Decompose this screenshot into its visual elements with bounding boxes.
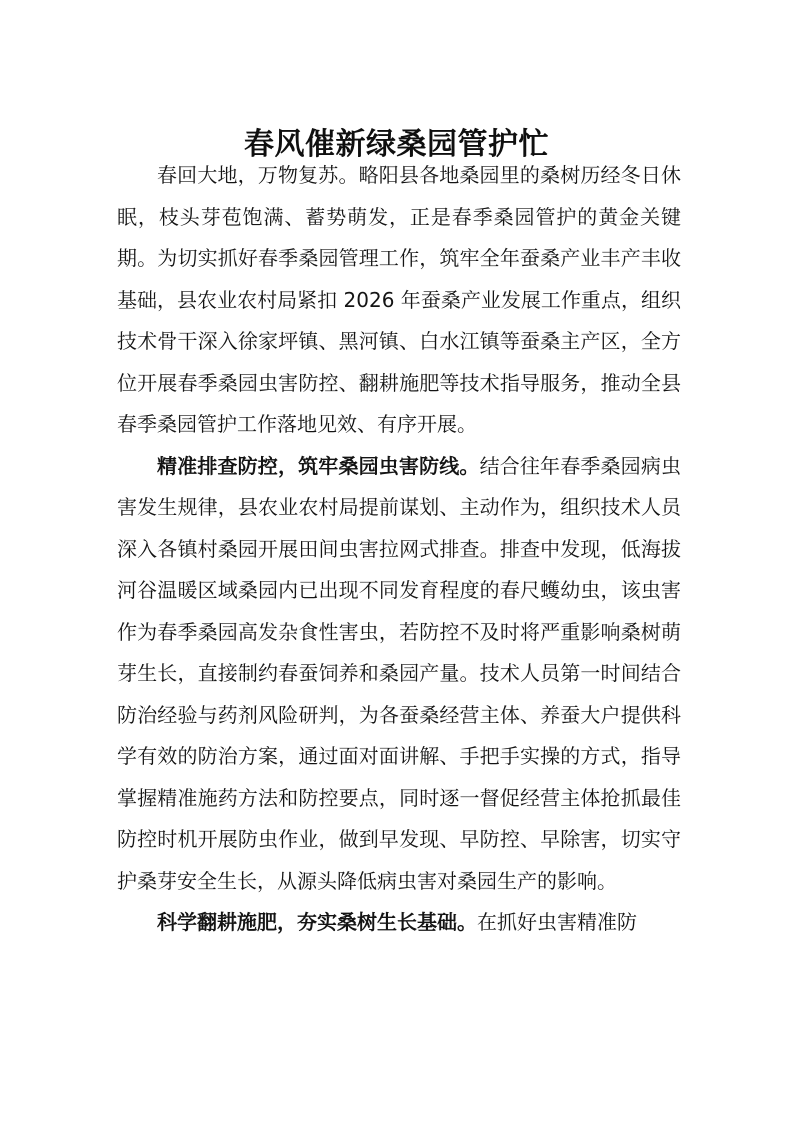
paragraph-heading: 精准排查防控，筑牢桑园虫害防线。: [157, 453, 480, 478]
page-title: 春风催新绿桑园管护忙: [244, 127, 549, 163]
paragraph-text: 在抓好虫害精准防: [477, 910, 637, 934]
paragraph-intro: [117, 155, 681, 446]
paragraph-heading: 科学翻耕施肥，夯实桑树生长基础。: [157, 910, 477, 934]
article-body: [117, 155, 681, 944]
paragraph-text: 结合往年春季桑园病虫害发生规律，县农业农村局提前谋划、主动作为，组织技术人员深入各镇村桑园开展田间虫害拉网式排查。排查中发现，低海拔河谷温暖区域桑园内已出现不同发育程度的春尺蠖幼虫，该虫害作为春季桑园高发杂食性害虫，若防控不及时将严重影响桑树萌芽生长，直接制约春蚕饲养和桑园产量。技术人员第一时间结合防治经验与药剂风险研判，为各蚕桑经营主体、养蚕大户提供科学有效的防治方案，通过面对面讲解、手把手实操的方式，指导掌握精准施药方法和防控要点，同时逐一督促经营主体抢抓最佳防控时机开展防虫作业，做到早发现、早防控、早除害，切实守护桑芽安全生长，从源头降低病虫害对桑园生产的影响。: [117, 453, 682, 893]
paragraph-fertilization: [117, 902, 681, 944]
paragraph-pest-control: [117, 446, 681, 903]
paragraph-text: 春回大地，万物复苏。略阳县各地桑园里的桑树历经冬日休眠，枝头芽苞饱满、蓄势萌发，正是春季桑园管护的黄金关键期。为切实抓好春季桑园管理工作，筑牢全年蚕桑产业丰产丰收基础，县农业农村局紧扣 2026 年蚕桑产业发展工作重点，组织技术骨干深入徐家坪镇、黑河镇、白水江镇等蚕桑主产区，全方位开展春季桑园虫害防控、翻耕施肥等技术指导服务，推动全县春季桑园管护工作落地见效、有序开展。: [117, 163, 681, 436]
